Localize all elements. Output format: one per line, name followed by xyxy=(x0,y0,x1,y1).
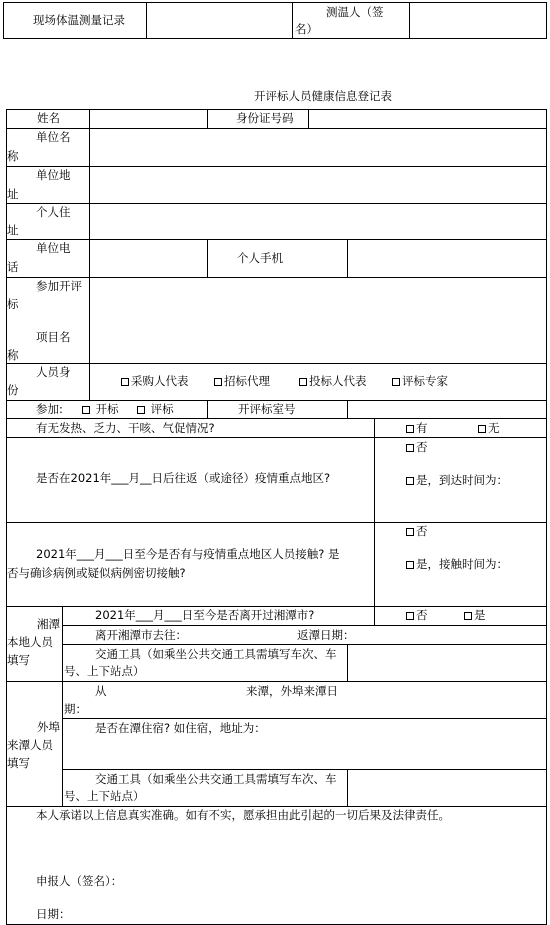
return-date-label: 返潭日期： xyxy=(297,628,355,642)
checkbox-icon xyxy=(406,612,414,620)
attend-label: 参加: xyxy=(36,402,63,416)
travel-no-option[interactable]: 否 xyxy=(406,440,428,454)
home-address-field[interactable] xyxy=(90,204,546,239)
outside-transport-label: 交通工具（如乘坐公共交通工具需填写车次、车 xyxy=(95,772,337,786)
room-field[interactable] xyxy=(348,401,546,418)
org-address-field[interactable] xyxy=(90,167,546,203)
checkbox-icon xyxy=(406,561,414,569)
checkbox-icon xyxy=(406,528,414,536)
contact-yes-option[interactable]: 是，接触时间为： xyxy=(406,557,508,571)
checkbox-icon xyxy=(214,378,222,386)
local-section-label: 湘潭 xyxy=(37,617,60,631)
travel-yes-option[interactable]: 是，到达时间为： xyxy=(406,473,508,487)
org-address-label: 单位地 xyxy=(36,168,71,182)
name-field[interactable] xyxy=(90,110,206,128)
checkbox-icon xyxy=(406,444,414,452)
symptoms-question: 有无发热、乏力、干咳、气促情况? xyxy=(36,421,215,435)
temperature-record-title: 现场体温测量记录 xyxy=(33,13,125,27)
mobile-label: 个人手机 xyxy=(237,251,283,265)
name-label: 姓名 xyxy=(37,111,60,125)
form-title: 开评标人员健康信息登记表 xyxy=(254,89,392,103)
measurer-label: 测温人（签 xyxy=(326,5,384,19)
org-phone-field[interactable] xyxy=(90,240,206,277)
arrive-label: 来潭，外埠来潭日 xyxy=(246,684,338,698)
checkbox-icon xyxy=(464,612,472,620)
from-label: 从 xyxy=(95,684,107,698)
local-transport-label: 交通工具（如乘坐公共交通工具需填写车次、车 xyxy=(95,647,337,661)
checkbox-icon xyxy=(478,425,486,433)
identity-option-bidder[interactable]: 投标人代表 xyxy=(299,374,367,388)
contact-no-option[interactable]: 否 xyxy=(406,524,428,538)
checkbox-icon xyxy=(299,378,307,386)
id-number-label: 身份证号码 xyxy=(236,111,294,125)
stay-question: 是否在潭住宿? 如住宿，地址为： xyxy=(95,721,266,735)
org-phone-label: 单位电 xyxy=(36,241,71,255)
contact-question: 2021年___月___日至今是否有与疫情重点地区人员接触? 是 xyxy=(36,547,340,561)
local-transport-field[interactable] xyxy=(348,645,546,681)
symptoms-yes-option[interactable]: 有 xyxy=(406,421,428,435)
checkbox-icon xyxy=(137,406,145,414)
date-label: 日期： xyxy=(36,907,71,921)
attend-option-evaluation[interactable]: 评标 xyxy=(137,402,174,416)
checkbox-icon xyxy=(82,406,90,414)
checkbox-icon xyxy=(406,425,414,433)
left-xiangtan-question: 2021年___月___日至今是否离开过湘潭市? xyxy=(95,608,315,622)
room-label: 开评标室号 xyxy=(238,402,296,416)
home-address-label: 个人住 xyxy=(36,205,71,219)
org-name-label: 单位名 xyxy=(36,130,71,144)
project-label: 参加开评 xyxy=(36,279,82,293)
outside-section-label: 外埠 xyxy=(37,720,60,734)
measurer-signature-field[interactable] xyxy=(410,3,546,38)
checkbox-icon xyxy=(392,378,400,386)
identity-option-expert[interactable]: 评标专家 xyxy=(392,374,448,388)
attend-option-opening[interactable]: 开标 xyxy=(82,402,119,416)
pledge-text: 本人承诺以上信息真实准确。如有不实，愿承担由此引起的一切后果及法律责任。 xyxy=(36,808,450,822)
outside-transport-field[interactable] xyxy=(348,770,546,806)
mobile-field[interactable] xyxy=(348,240,546,277)
signer-label: 申报人（签名）： xyxy=(36,874,123,888)
symptoms-no-option[interactable]: 无 xyxy=(478,421,500,435)
checkbox-icon xyxy=(406,477,414,485)
identity-option-agency[interactable]: 招标代理 xyxy=(214,374,270,388)
identity-label: 人员身 xyxy=(36,365,71,379)
measurer-label-cont: 名） xyxy=(295,22,318,36)
org-name-field[interactable] xyxy=(90,129,546,166)
checkbox-icon xyxy=(121,378,129,386)
left-no-option[interactable]: 否 xyxy=(406,608,428,622)
project-name-field[interactable] xyxy=(90,278,546,363)
id-number-field[interactable] xyxy=(309,110,546,128)
travel-question: 是否在2021年___月__日后往返（或途径）疫情重点地区? xyxy=(36,471,331,485)
destination-label: 离开湘潭市去往： xyxy=(95,628,187,642)
identity-option-purchaser[interactable]: 采购人代表 xyxy=(121,374,189,388)
left-yes-option[interactable]: 是 xyxy=(464,608,486,622)
